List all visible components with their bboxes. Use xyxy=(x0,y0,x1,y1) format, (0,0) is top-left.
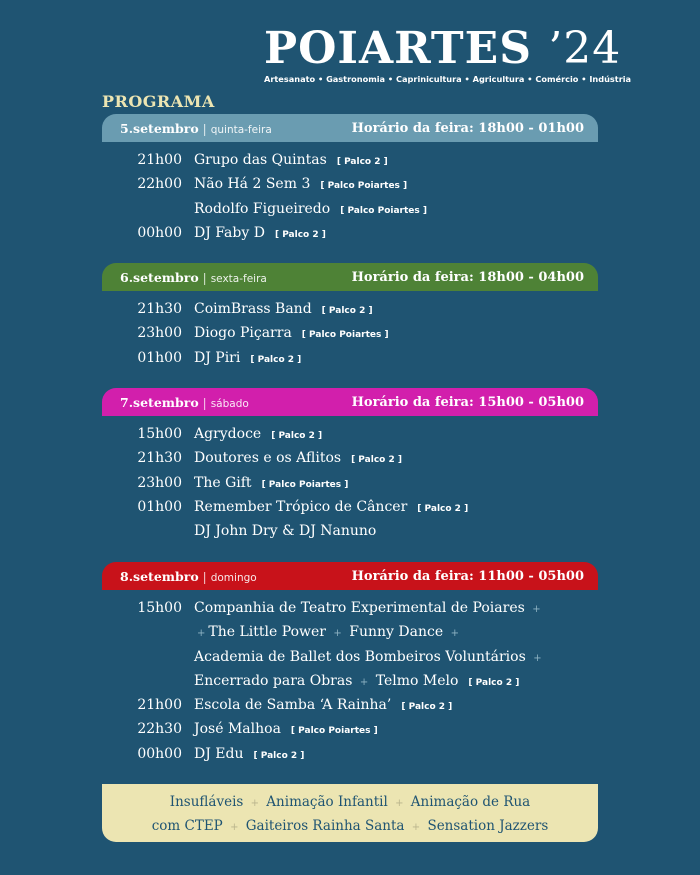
plus-separator: + xyxy=(532,604,541,615)
event-subtitle: Artesanato • Gastronomia • Caprinicultura • Agricultura • Comércio • Indústria xyxy=(264,74,632,84)
footer-box xyxy=(102,784,598,842)
event-name: The Gift xyxy=(194,474,252,491)
event-row xyxy=(102,721,598,745)
event-time: 22h30 xyxy=(137,721,182,738)
event-time: 01h00 xyxy=(137,349,182,366)
event-name: Rodolfo Figueiredo xyxy=(194,200,331,217)
event-header xyxy=(264,23,632,84)
day-weekday: sexta-feira xyxy=(210,272,267,285)
event-row xyxy=(102,624,598,648)
day-divider: | xyxy=(202,569,207,584)
stage-label: [ Palco Poiartes ] xyxy=(340,205,427,216)
event-row xyxy=(102,697,598,721)
event-name: Diogo Piçarra xyxy=(194,325,292,342)
event-time: 21h30 xyxy=(137,450,182,467)
event-name: Doutores e os Aflitos xyxy=(194,450,342,467)
day-section xyxy=(102,263,598,374)
event-name: Encerrado para Obras + Telmo Melo xyxy=(194,672,459,689)
event-list xyxy=(102,152,598,249)
event-name: Grupo das Quintas xyxy=(194,152,327,168)
day-section xyxy=(102,562,598,770)
event-row xyxy=(102,475,598,499)
event-title xyxy=(264,23,622,74)
plus-separator: + xyxy=(230,822,239,833)
day-label xyxy=(120,569,257,584)
day-label xyxy=(120,121,272,136)
day-date: 7.setembro xyxy=(120,394,199,410)
event-title-text: POIARTES xyxy=(264,23,532,74)
event-row xyxy=(102,152,598,176)
stage-label: [ Palco 2 ] xyxy=(253,750,305,761)
day-divider: | xyxy=(202,270,207,285)
plus-separator: + xyxy=(250,798,260,809)
footer-line-1: Insufláveis + Animação Infantil + Animação de Rua xyxy=(169,794,531,810)
event-name: DJ John Dry & DJ Nanuno xyxy=(194,523,377,540)
day-weekday: quinta-feira xyxy=(210,123,272,136)
fair-hours: Horário da feira: 11h00 - 05h00 xyxy=(351,568,584,584)
event-name: DJ Faby D xyxy=(194,224,265,241)
stage-label: [ Palco 2 ] xyxy=(351,455,402,466)
plus-separator: + xyxy=(533,652,542,664)
event-name: Não Há 2 Sem 3 xyxy=(194,176,311,193)
day-section xyxy=(102,388,598,547)
event-time: 00h00 xyxy=(137,745,182,762)
event-list xyxy=(102,600,598,770)
event-row xyxy=(102,350,598,374)
stage-label: [ Palco Poiartes ] xyxy=(261,479,349,490)
day-divider: | xyxy=(202,395,207,410)
plus-separator: + xyxy=(333,628,342,640)
event-name: + The Little Power + Funny Dance + xyxy=(197,624,459,641)
event-row xyxy=(102,523,598,547)
programa-heading: PROGRAMA xyxy=(102,92,215,111)
event-name: José Malhoa xyxy=(194,721,281,738)
plus-separator: + xyxy=(359,676,369,688)
stage-label: [ Palco Poiartes ] xyxy=(290,726,378,737)
event-name: DJ Edu xyxy=(194,745,244,762)
event-row xyxy=(102,225,598,249)
day-label xyxy=(120,270,267,285)
event-row xyxy=(102,301,598,325)
event-row xyxy=(102,746,598,770)
event-row xyxy=(102,201,598,225)
stage-label: [ Palco 2 ] xyxy=(271,431,323,441)
event-name: Escola de Samba ‘A Rainha’ xyxy=(194,697,392,714)
day-weekday: sábado xyxy=(210,397,249,410)
event-row xyxy=(102,600,598,624)
plus-separator: + xyxy=(411,822,421,833)
event-row xyxy=(102,499,598,523)
day-date: 6.setembro xyxy=(120,269,199,285)
stage-label: [ Palco 2 ] xyxy=(274,229,326,240)
event-time: 01h00 xyxy=(137,498,182,515)
day-header-bar xyxy=(102,562,598,590)
fair-hours: Horário da feira: 18h00 - 04h00 xyxy=(351,269,584,285)
day-date: 8.setembro xyxy=(120,568,199,584)
day-header-bar xyxy=(102,114,598,142)
event-time: 23h00 xyxy=(137,325,182,342)
footer-line-2: com CTEP + Gaiteiros Rainha Santa + Sensation Jazzers xyxy=(151,818,549,834)
day-header-bar xyxy=(102,263,598,291)
event-name: DJ Piri xyxy=(194,349,241,366)
day-date: 5.setembro xyxy=(120,120,199,136)
event-name: Academia de Ballet dos Bombeiros Voluntários + xyxy=(194,648,542,665)
day-header-bar xyxy=(102,388,598,416)
plus-separator: + xyxy=(197,628,206,640)
stage-label: [ Palco 2 ] xyxy=(250,354,302,365)
event-row xyxy=(102,673,598,697)
event-row xyxy=(102,649,598,673)
plus-separator: + xyxy=(450,628,459,640)
stage-label: [ Palco Poiartes ] xyxy=(301,330,389,341)
event-list xyxy=(102,301,598,374)
event-time: 00h00 xyxy=(137,224,182,241)
fair-hours: Horário da feira: 15h00 - 05h00 xyxy=(351,394,584,410)
stage-label: [ Palco 2 ] xyxy=(321,306,373,316)
stage-label: [ Palco 2 ] xyxy=(401,702,453,713)
event-name: Agrydoce xyxy=(194,426,262,442)
event-time: 21h00 xyxy=(137,697,182,714)
event-list xyxy=(102,426,598,547)
event-time: 21h00 xyxy=(137,152,182,168)
event-row xyxy=(102,450,598,474)
event-name: CoimBrass Band xyxy=(194,301,312,317)
event-row xyxy=(102,325,598,349)
event-row xyxy=(102,176,598,200)
event-time: 15h00 xyxy=(137,600,182,616)
stage-label: [ Palco Poiartes ] xyxy=(320,181,408,192)
fair-hours: Horário da feira: 18h00 - 01h00 xyxy=(351,120,584,136)
event-time: 22h00 xyxy=(137,176,182,193)
plus-separator: + xyxy=(395,798,404,809)
day-label xyxy=(120,395,249,410)
event-time: 15h00 xyxy=(137,426,182,442)
stage-label: [ Palco 2 ] xyxy=(336,157,388,167)
stage-label: [ Palco 2 ] xyxy=(468,677,520,688)
event-time: 23h00 xyxy=(137,474,182,491)
stage-label: [ Palco 2 ] xyxy=(417,503,469,514)
event-time: 21h30 xyxy=(137,301,182,317)
day-weekday: domingo xyxy=(210,571,257,584)
event-name: Remember Trópico de Câncer xyxy=(194,498,408,515)
event-year: ’24 xyxy=(548,23,622,74)
day-section xyxy=(102,114,598,249)
day-divider: | xyxy=(202,121,207,136)
event-row xyxy=(102,426,598,450)
event-name: Companhia de Teatro Experimental de Poiares + xyxy=(194,600,541,616)
